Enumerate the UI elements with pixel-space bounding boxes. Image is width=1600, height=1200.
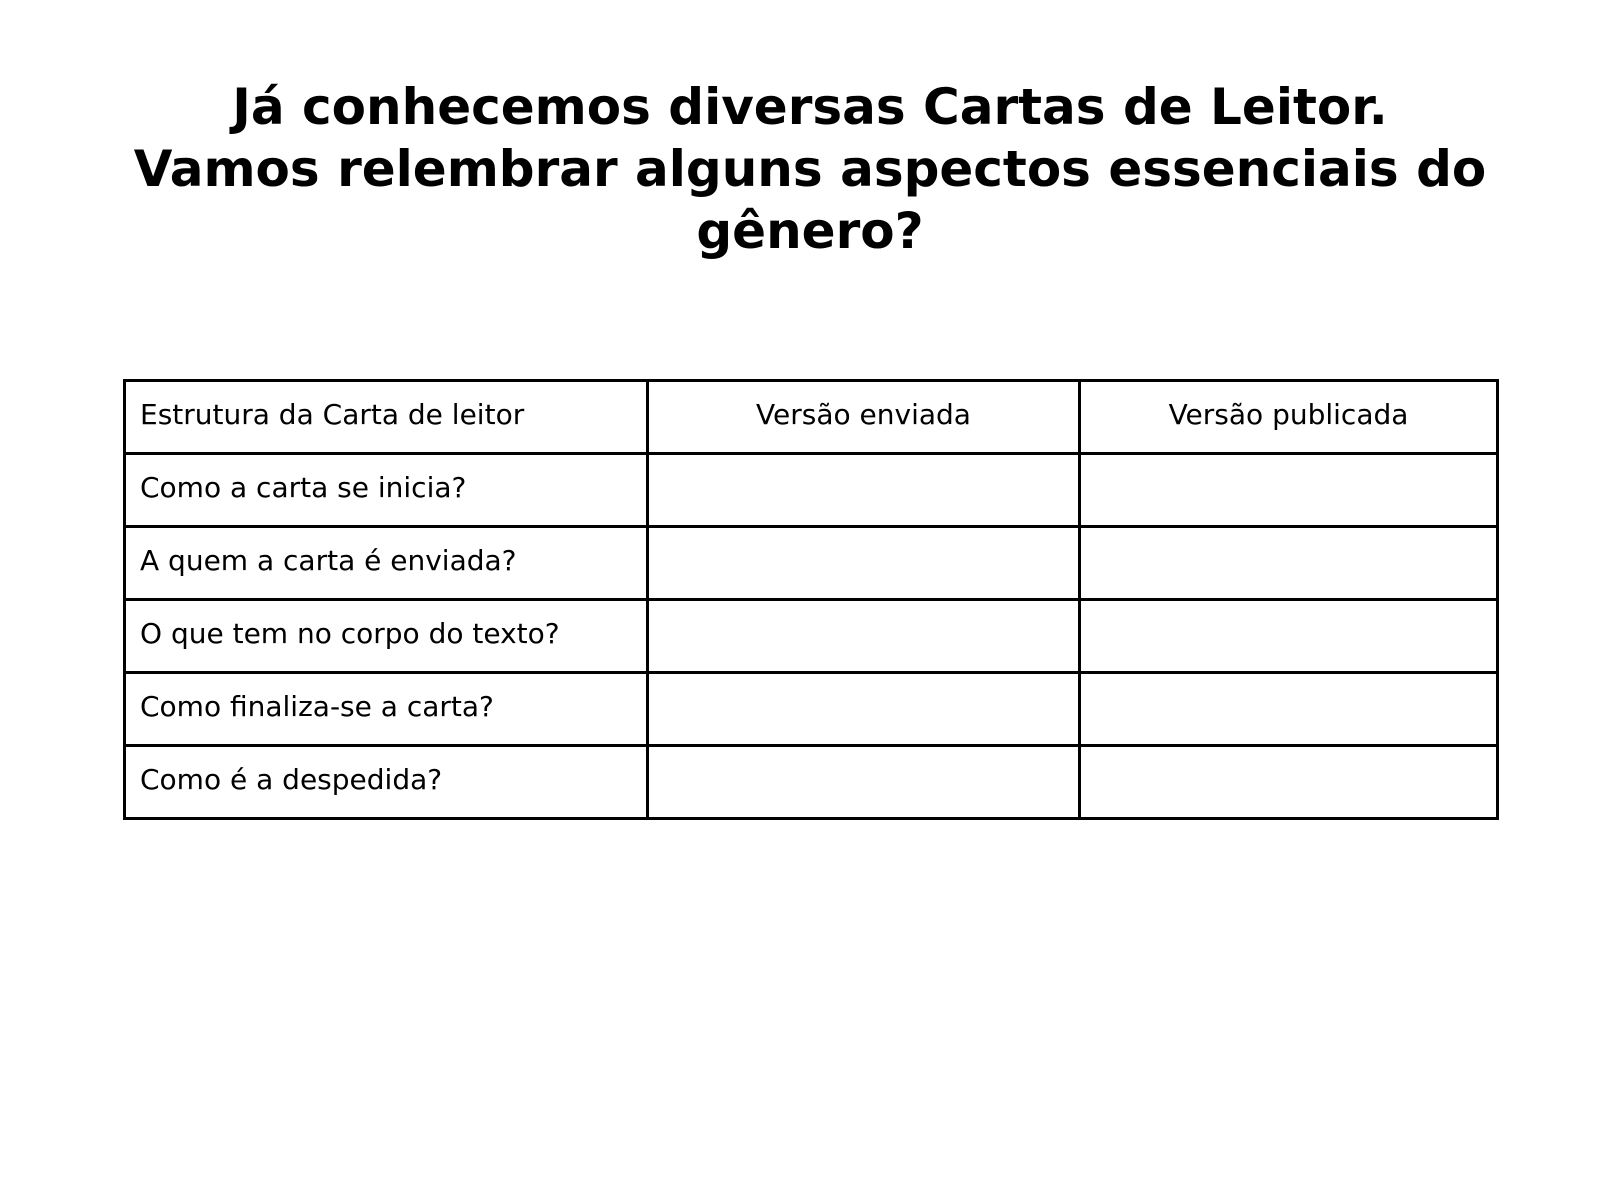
published-version-cell [1080,673,1498,746]
row-question: Como é a despedida? [125,746,648,819]
published-version-cell [1080,746,1498,819]
table-row [125,746,1498,819]
published-version-cell [1080,600,1498,673]
table-header-row [125,381,1498,454]
published-version-cell [1080,454,1498,527]
row-question: Como finaliza-se a carta? [125,673,648,746]
sent-version-cell [648,673,1080,746]
published-version-cell [1080,527,1498,600]
structure-table [123,379,1499,820]
title-line-3: gênero? [696,202,924,260]
title-line-1: Já conhecemos diversas Cartas de Leitor. [232,78,1388,136]
header-structure: Estrutura da Carta de leitor [125,381,648,454]
title-line-2: Vamos relembrar alguns aspectos essenciais do [133,140,1487,198]
header-sent-version: Versão enviada [648,381,1080,454]
table-row [125,454,1498,527]
row-question: Como a carta se inicia? [125,454,648,527]
table-row [125,527,1498,600]
table-row [125,600,1498,673]
row-question: O que tem no corpo do texto? [125,600,648,673]
sent-version-cell [648,746,1080,819]
sent-version-cell [648,454,1080,527]
sent-version-cell [648,600,1080,673]
page-title [100,76,1520,262]
header-published-version: Versão publicada [1080,381,1498,454]
table-row [125,673,1498,746]
row-question: A quem a carta é enviada? [125,527,648,600]
sent-version-cell [648,527,1080,600]
